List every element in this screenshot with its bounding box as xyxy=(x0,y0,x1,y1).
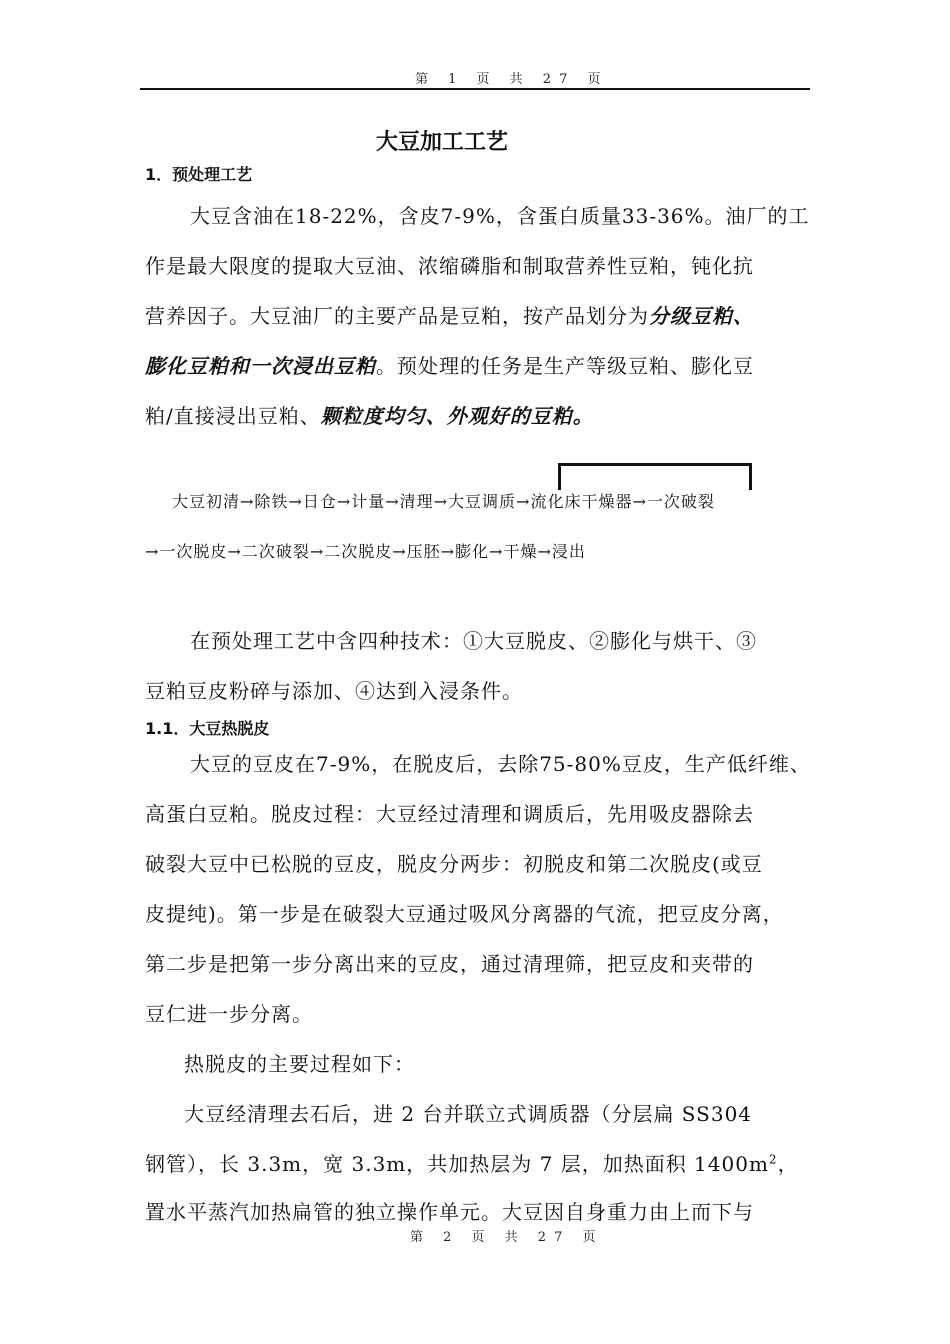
paragraph-text: 。预处理的任务是生产等级豆粕、膨化豆 xyxy=(376,354,754,378)
paragraph-line: 大豆含油在18-22%，含皮7-9%，含蛋白质量33-36%。油厂的工 xyxy=(190,204,810,228)
paragraph-line: 高蛋白豆粕。脱皮过程：大豆经过清理和调质后，先用吸皮器除去 xyxy=(145,802,754,826)
paragraph-text: 钢管），长 3.3m，宽 3.3m，共加热层为 7 层，加热面积 1400m xyxy=(145,1152,769,1176)
page-header: 第 1 页 共 27 页 xyxy=(415,72,609,87)
paragraph-line: 大豆经清理去石后，进 2 台并联立式调质器（分层扁 SS304 xyxy=(184,1102,753,1126)
paragraph-line xyxy=(145,400,594,429)
section-1-1-heading: 1.1．大豆热脱皮 xyxy=(145,719,270,738)
paragraph-line: 在预处理工艺中含四种技术：①大豆脱皮、②膨化与烘干、③ xyxy=(190,629,757,653)
paragraph-line: 豆仁进一步分离。 xyxy=(145,1002,313,1026)
page-footer: 第 2 页 共 27 页 xyxy=(410,1230,604,1245)
paragraph-line: 破裂大豆中已松脱的豆皮，脱皮分两步：初脱皮和第二次脱皮(或豆 xyxy=(145,852,763,876)
paragraph-text: 营养因子。大豆油厂的主要产品是豆粕，按产品划分为 xyxy=(145,304,649,328)
emphasis-text: 分级豆粕、 xyxy=(649,304,754,328)
paragraph-line: 热脱皮的主要过程如下： xyxy=(184,1052,415,1076)
superscript: 2 xyxy=(768,1152,778,1167)
process-flow-line: →一次脱皮→二次破裂→二次脱皮→压胚→膨化→干燥→浸出 xyxy=(145,542,586,561)
document-title: 大豆加工工艺 xyxy=(376,130,509,155)
paragraph-line: 豆粕豆皮粉碎与添加、④达到入浸条件。 xyxy=(145,679,523,703)
emphasis-text: 膨化豆粕和一次浸出豆粕 xyxy=(145,354,376,378)
paragraph-line xyxy=(145,300,754,329)
paragraph-line xyxy=(145,350,754,379)
paragraph-line: 第二步是把第一步分离出来的豆皮，通过清理筛，把豆皮和夹带的 xyxy=(145,952,754,976)
flow-bypass-bracket xyxy=(558,463,752,490)
paragraph-line: 作是最大限度的提取大豆油、浓缩磷脂和制取营养性豆粕，钝化抗 xyxy=(145,254,754,278)
paragraph-line: 大豆的豆皮在7-9%，在脱皮后，去除75-80%豆皮，生产低纤维、 xyxy=(190,752,811,776)
emphasis-text: 颗粒度均匀、外观好的豆粕。 xyxy=(320,404,594,428)
header-rule xyxy=(140,88,810,90)
paragraph-text: ， xyxy=(777,1152,799,1176)
paragraph-text: 粕/直接浸出豆粕、 xyxy=(145,404,321,428)
paragraph-line xyxy=(145,1148,799,1177)
process-flow-line: 大豆初清→除铁→日仓→计量→清理→大豆调质→流化床干燥器→一次破裂 xyxy=(172,492,715,511)
section-1-heading: 1．预处理工艺 xyxy=(145,165,253,184)
paragraph-line: 置水平蒸汽加热扁管的独立操作单元。大豆因自身重力由上而下与 xyxy=(145,1200,754,1224)
paragraph-line: 皮提纯)。第一步是在破裂大豆通过吸风分离器的气流，把豆皮分离， xyxy=(145,902,784,926)
